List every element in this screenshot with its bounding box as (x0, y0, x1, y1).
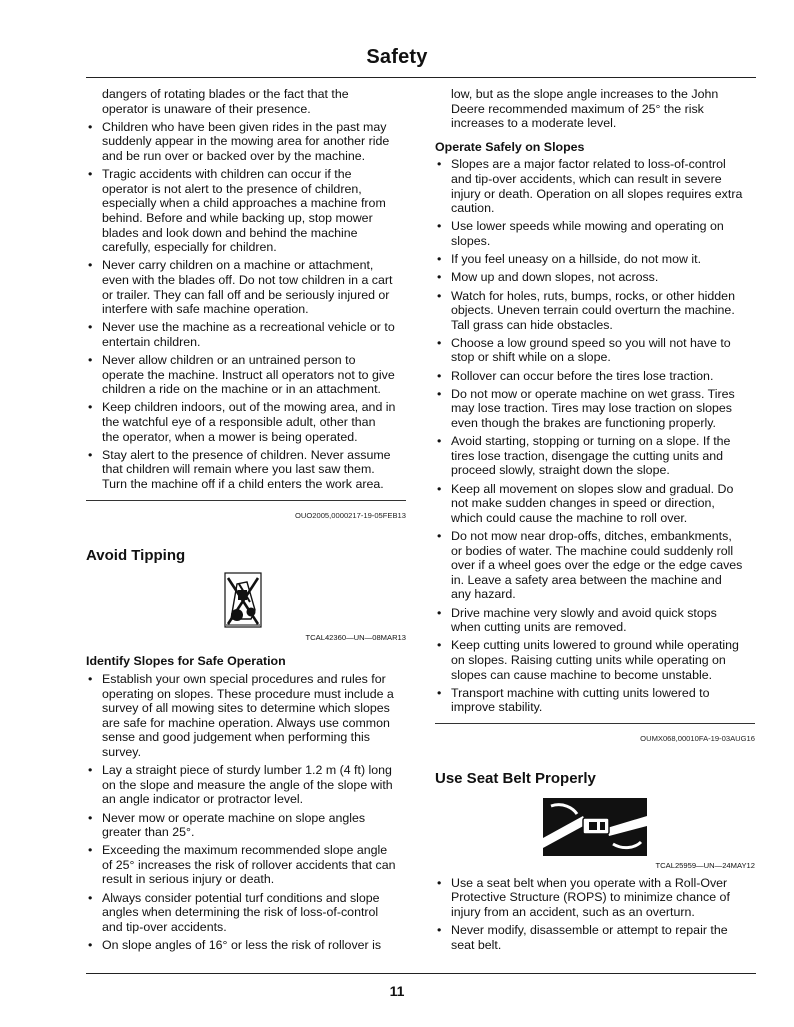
seat-belt-buckle-icon (543, 798, 647, 856)
list-item: • Never use the machine as a recreational vehicle or to entertain children. (86, 320, 406, 349)
list-item: • Never carry children on a machine or attachment, even with the blades off. Do not tow children in a cart or trailer. They can fall off and be seriously injured or interfere with safe machine operation. (86, 258, 406, 316)
page-title: Safety (366, 46, 428, 68)
page-number: 11 (389, 983, 405, 999)
operate-slopes-list (435, 157, 755, 715)
list-item: • If you feel uneasy on a hillside, do not mow it. (435, 252, 755, 267)
figure-reference: TCAL42360—UN—08MAR13 (305, 632, 406, 642)
list-item: • Rollover can occur before the tires lose traction. (435, 369, 755, 384)
section-heading-avoid-tipping: Avoid Tipping (86, 547, 186, 565)
section-reference: OUO2005,0000217-19-05FEB13 (294, 510, 406, 520)
list-item: • Choose a low ground speed so you will not have to stop or shift while on a slope. (435, 336, 755, 365)
section-divider (435, 723, 755, 724)
list-item: • Mow up and down slopes, not across. (435, 270, 755, 285)
no-tipping-tractor-icon (224, 572, 262, 628)
left-column (86, 87, 406, 956)
list-item: • Do not mow or operate machine on wet grass. Tires may lose traction. Tires may lose traction on slopes even though the brakes are functioning properly. (435, 387, 755, 431)
footer-rule (86, 973, 756, 974)
list-item: • Tragic accidents with children can occur if the operator is not alert to the presence of children, especially when a child approaches a machine from behind. Before and while backing up, stop mower blades and look down and behind the machine carefully, especially for children. (86, 167, 406, 255)
figure-avoid-tipping (86, 572, 406, 630)
list-item: • Never modify, disassemble or attempt to repair the seat belt. (435, 923, 755, 952)
identify-slopes-list (86, 672, 406, 953)
subheading-operate-slopes: Operate Safely on Slopes (435, 139, 585, 154)
list-item: • Lay a straight piece of sturdy lumber 1.2 m (4 ft) long on the slope and measure the angle of the slope with an angle indicator or protractor level. (86, 763, 406, 807)
list-item: • Use lower speeds while mowing and operating on slopes. (435, 219, 755, 248)
list-item: • Never allow children or an untrained person to operate the machine. Instruct all operators not to give children a ride on the machine or in an attachment. (86, 353, 406, 397)
list-item: • Always consider potential turf conditions and slope angles when determining the risk of loss-of-control and tip-over accidents. (86, 891, 406, 935)
list-item: • Children who have been given rides in the past may suddenly appear in the mowing area for another ride and be run over or backed over by the machine. (86, 120, 406, 164)
list-item: • Use a seat belt when you operate with a Roll-Over Protective Structure (ROPS) to minimize chance of injury from an accident, such as an overturn. (435, 876, 755, 920)
section-divider (86, 500, 406, 501)
continued-paragraph: low, but as the slope angle increases to the John Deere recommended maximum of 25° the risk increases to a moderate level. (451, 87, 719, 131)
list-item: • Transport machine with cutting units lowered to improve stability. (435, 686, 755, 715)
list-item: • Slopes are a major factor related to loss-of-control and tip-over accidents, which can result in severe injury or death. Operation on all slopes requires extra caution. (435, 157, 755, 215)
list-item: • Never mow or operate machine on slope angles greater than 25°. (86, 811, 406, 840)
header-rule (86, 77, 756, 78)
children-safety-list (86, 87, 406, 492)
figure-reference: TCAL25959—UN—24MAY12 (655, 861, 755, 871)
subheading-identify-slopes: Identify Slopes for Safe Operation (86, 654, 286, 669)
section-heading-seat-belt: Use Seat Belt Properly (435, 770, 596, 788)
list-item: • Exceeding the maximum recommended slope angle of 25° increases the risk of rollover accidents that can result in serious injury or death. (86, 843, 406, 887)
list-item: • Keep all movement on slopes slow and gradual. Do not make sudden changes in speed or direction, which could cause the machine to roll over. (435, 482, 755, 526)
list-item: • On slope angles of 16° or less the risk of rollover is (86, 938, 406, 953)
list-item: • Keep cutting units lowered to ground while operating on slopes. Raising cutting units while operating on slopes can cause machine to become unstable. (435, 638, 755, 682)
list-item: • Drive machine very slowly and avoid quick stops when cutting units are removed. (435, 606, 755, 635)
list-item: • Do not mow near drop-offs, ditches, embankments, or bodies of water. The machine could suddenly roll over if a wheel goes over the edge or the edge caves in. Leave a safety area between the machine and any hazard. (435, 529, 755, 602)
figure-seat-belt (435, 798, 755, 858)
seat-belt-list (435, 876, 755, 953)
section-reference: OUMX068,00010FA-19-03AUG16 (640, 733, 755, 743)
list-item: • Watch for holes, ruts, bumps, rocks, or other hidden objects. Uneven terrain could overturn the machine. Tall grass can hide obstacles. (435, 289, 755, 333)
list-item: • Avoid starting, stopping or turning on a slope. If the tires lose traction, disengage the cutting units and proceed slowly, straight down the slope. (435, 434, 755, 478)
list-item: dangers of rotating blades or the fact that the operator is unaware of their presence. (102, 87, 349, 116)
list-item: • Establish your own special procedures and rules for operating on slopes. These procedure must include a survey of all mowing sites to determine which slopes are safe for machine operation. Always use common sense and good judgement when performing this survey. (86, 672, 406, 760)
right-column (435, 87, 755, 956)
list-item: • Keep children indoors, out of the mowing area, and in the watchful eye of a responsible adult, other than the operator, when a mower is being operated. (86, 400, 406, 444)
list-item: • Stay alert to the presence of children. Never assume that children will remain where you last saw them. Turn the machine off if a child enters the work area. (86, 448, 406, 492)
